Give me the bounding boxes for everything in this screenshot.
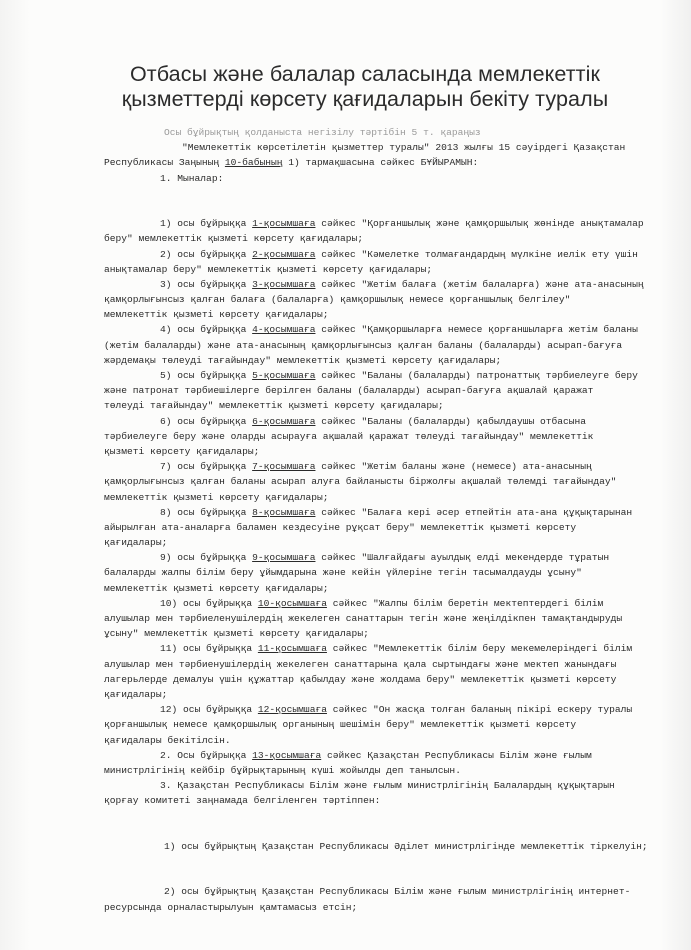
clause-item-9: 9) осы бұйрыққа 9-қосымшаға сәйкес "Шалғайдағы ауылдық елді мекендерде тұратын xyxy=(160,552,610,564)
clause-item-2: 2) осы бұйрыққа 2-қосымшаға сәйкес "Кәмелетке толмағандардың мүлкіне иелік ету үшін xyxy=(160,248,638,260)
preamble-line: Республикасы Заңының 10-бабының 1) тармақшасына сәйкес БҰЙЫРАМЫН: xyxy=(104,157,479,169)
clause-3-cont: қорғау комитеті заңнамада белгіленген тәртіппен: xyxy=(104,795,381,807)
document-title xyxy=(60,62,670,112)
clause-item-cont: алушылар мен тәрбиеленушілердің жекелеген санаттарын тегін және жеңілдікпен тамақтандыруды xyxy=(104,613,623,624)
clause-item-cont: жәрдемақы төлеуді тағайындау" мемлекеттік қызметі көрсету қағидалары; xyxy=(104,354,502,366)
clause-item-cont: мемлекеттік қызметі көрсету қағидалары; xyxy=(104,309,329,321)
annex-link[interactable]: 6-қосымшаға xyxy=(252,415,316,427)
annex-link[interactable]: 12-қосымшаға xyxy=(257,704,327,716)
clause-item-cont: қамқорлығынсыз қалған баланы асырап алуға байланысты біржолғы ақшалай төлемді тағайындау" xyxy=(104,476,617,488)
clause-item-4: 4) осы бұйрыққа 4-қосымшаға сәйкес "Қамқоршыларға немесе қорғаншыларға жетім баланы xyxy=(160,324,638,336)
clause-item-cont: қызметі көрсету қағидалары; xyxy=(104,445,260,457)
annex-link[interactable]: 5-қосымшаға xyxy=(252,370,316,381)
clause-item-cont: мемлекеттік қызметі көрсету қағидалары; xyxy=(104,491,329,503)
clause-item-1: 1) осы бұйрыққа 1-қосымшаға сәйкес "Қорғаншылық және қамқоршылық жөнінде анықтамалар xyxy=(160,218,644,230)
sub-clause-2: 2) осы бұйрықтың Қазақстан Республикасы Білім және ғылым министрлігінің интернет- xyxy=(164,886,631,898)
clause-2-cont: министрлігінің кейбір бұйрықтарының күші жойылды деп танылсын. xyxy=(104,764,461,776)
clause-item-cont: лагерьлерде демалуы үшін құжаттар қабылдау және жолдама беру" мемлекеттік қызметі көрсету xyxy=(104,673,617,685)
clause-item-cont: қағидалары; xyxy=(104,537,168,549)
clause-item-8: 8) осы бұйрыққа 8-қосымшаға сәйкес "Балаға кері әсер етпейтін ата-ана құқықтарынан xyxy=(160,506,633,518)
preamble-line: "Мемлекеттік көрсетілетін қызметтер туралы" 2013 жылғы 15 сәуірдегі Қазақстан xyxy=(182,142,626,154)
annex-link[interactable]: 7-қосымшаға xyxy=(252,461,316,473)
title-line-2: қызметтерді көрсету қағидаларын бекіту туралы xyxy=(121,87,609,111)
clause-item-cont: және патронат тәрбиешілерге берілген баланы (балаларды) асырап-бағуға ақшалай қаражат xyxy=(104,385,594,397)
clause-item-cont: тәрбиелеуге беру және оларды асырауға ақшалай қаражат төлеуді тағайындау" мемлекеттік xyxy=(104,430,594,442)
clause-1-heading: 1. Мыналар: xyxy=(160,172,224,184)
clause-item-3: 3) осы бұйрыққа 3-қосымшаға сәйкес "Жетім балаға (жетім балаларға) және ата-анасының xyxy=(160,278,644,290)
annex-link[interactable]: 2-қосымшаға xyxy=(252,248,316,260)
clause-item-cont: қағидалары бекітілсін. xyxy=(104,734,231,746)
clause-item-cont: қамқорлығынсыз қалған балаға (балаларға) қамқоршылық немесе қорғаншылық белгілеу" xyxy=(104,294,571,306)
clause-item-5: 5) осы бұйрыққа 5-қосымшаға сәйкес "Баланы (балаларды) патронаттық тәрбиелеуге беру xyxy=(160,370,638,381)
clause-item-11: 11) осы бұйрыққа 11-қосымшаға сәйкес "Мемлекеттік білім беру мекемелеріндегі білім xyxy=(160,643,633,655)
clause-3: 3. Қазақстан Республикасы Білім және ғылым министрлігінің Балалардың құқықтарын xyxy=(160,780,615,792)
title-line-1: Отбасы және балалар саласында мемлекеттік xyxy=(129,62,601,86)
clause-item-10: 10) осы бұйрыққа 10-қосымшаға сәйкес "Жалпы білім беретін мектептердегі білім xyxy=(160,597,604,609)
clause-item-12: 12) осы бұйрыққа 12-қосымшаға сәйкес "Он жасқа толған баланың пікірі ескеру туралы xyxy=(160,704,633,716)
preamble-note: Осы бұйрықтың қолданыста негізілу тәртібін 5 т. қараңыз xyxy=(164,127,481,138)
clause-item-cont: айырылған ата-аналарға баламен кездесуіне рұқсат беру" мемлекеттік қызметі көрсету xyxy=(104,521,577,533)
clause-item-7: 7) осы бұйрыққа 7-қосымшаға сәйкес "Жетім баланы және (немесе) ата-анасының xyxy=(160,461,592,473)
clause-item-cont: алушылар мен тәрбиенушілердің жекелеген санаттарына қала сыртындағы және мектеп жанындағы xyxy=(104,658,617,670)
clause-item-cont: балаларды жалпы білім беру ұйымдарына және кейін үйлеріне тегін тасымалдауды ұсыну" xyxy=(104,567,582,579)
annex-link[interactable]: 9-қосымшаға xyxy=(252,552,316,564)
clause-item-cont: анықтамалар беру" мемлекеттік қызметі көрсету қағидалары; xyxy=(104,263,433,275)
annex-link[interactable]: 1-қосымшаға xyxy=(252,218,316,230)
clause-item-cont: қорғаншылық немесе қамқоршылық органының шешімін беру" мемлекеттік қызметі көрсету xyxy=(104,719,577,731)
annex-link[interactable]: 8-қосымшаға xyxy=(252,506,316,518)
clause-2: 2. Осы бұйрыққа 13-қосымшаға сәйкес Қазақстан Республикасы Білім және ғылым xyxy=(160,749,592,761)
article-link[interactable]: 10-бабының xyxy=(224,157,283,169)
annex-link[interactable]: 3-қосымшаға xyxy=(252,278,316,290)
sub-clause-2-cont: ресурсында орналастырылуын қамтамасыз етсін; xyxy=(104,901,358,913)
clause-item-cont: төлеуді тағайындау" мемлекеттік қызметі көрсету қағидалары; xyxy=(104,400,444,412)
clause-item-cont: мемлекеттік қызметі көрсету қағидалары; xyxy=(104,582,329,594)
clause-item-6: 6) осы бұйрыққа 6-қосымшаға сәйкес "Баланы (балаларды) қабылдаушы отбасына xyxy=(160,415,587,427)
annex-link[interactable]: 4-қосымшаға xyxy=(252,324,316,336)
annex-link[interactable]: 10-қосымшаға xyxy=(257,597,327,609)
clause-item-cont: беру" мемлекеттік қызметі көрсету қағидалары; xyxy=(104,233,364,245)
annex-link[interactable]: 13-қосымшаға xyxy=(252,749,322,761)
clause-1-items xyxy=(104,216,664,748)
sub-clause-1: 1) осы бұйрықтың Қазақстан Республикасы Әділет министрлігінде мемлекеттік тіркелуін; xyxy=(164,840,648,852)
document-body xyxy=(104,125,664,915)
annex-link[interactable]: 11-қосымшаға xyxy=(257,643,327,655)
clause-item-cont: (жетім балаларды) және ата-анасының қамқорлығынсыз қалған баланы (балаларды) асырап-бағуға xyxy=(104,339,623,351)
clause-item-cont: ұсыну" мемлекеттік қызметі көрсету қағидалары; xyxy=(104,628,369,640)
clause-item-cont: қағидалары; xyxy=(104,688,168,700)
